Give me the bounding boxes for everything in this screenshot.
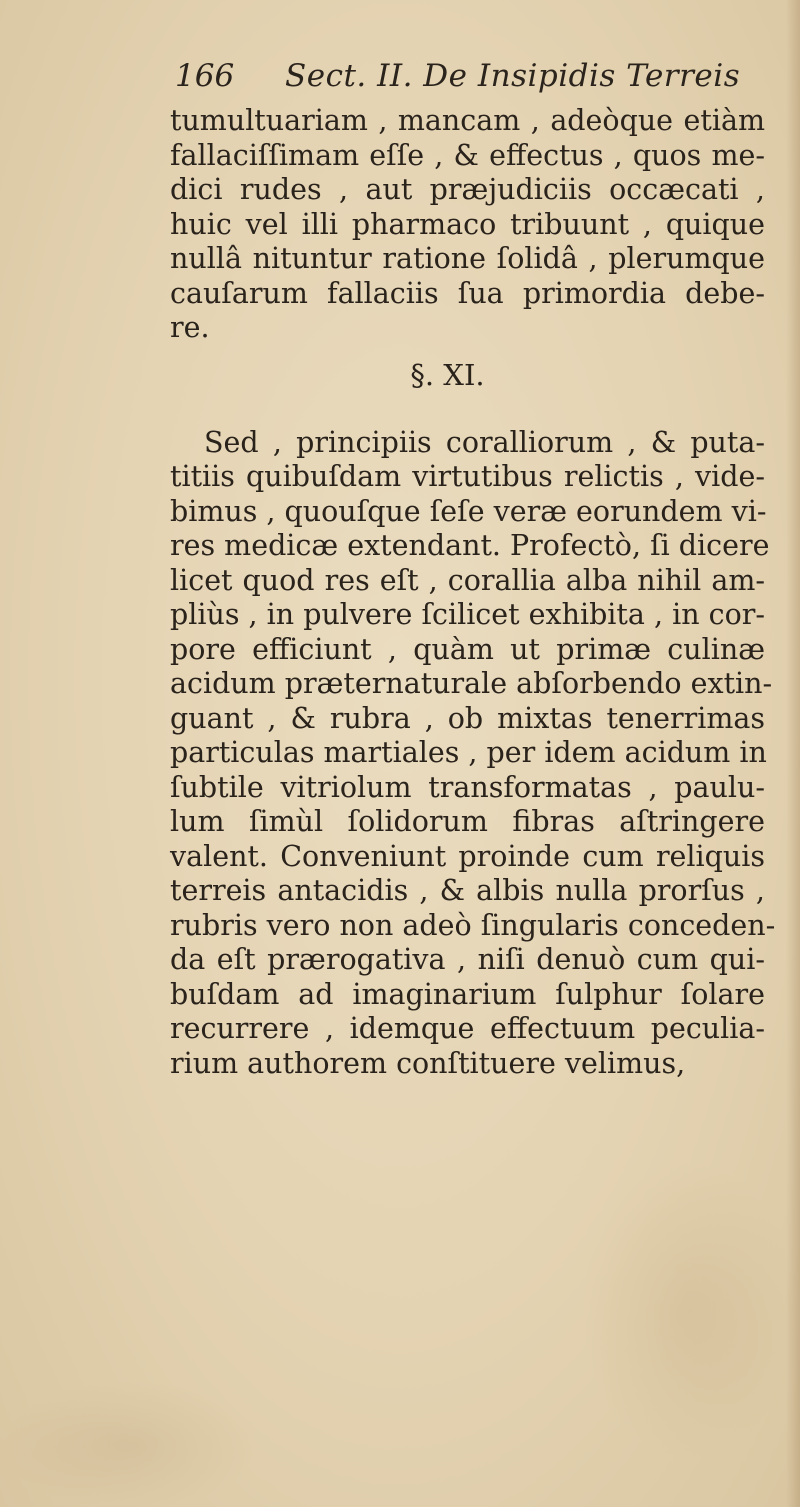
- text-line: titiis quibuſdam virtutibus relictis , vide-: [170, 460, 765, 493]
- text-line: cauſarum fallaciis ſua primordia debe-: [170, 276, 765, 310]
- text-line: particulas martiales , per idem acidum in: [170, 736, 767, 769]
- text-line: rium authorem conſtituere velimus,: [170, 1046, 686, 1080]
- page-header: [175, 58, 741, 98]
- text-line: terreis antacidis , & albis nulla prorſus ,: [170, 874, 765, 907]
- text-line: dici rudes , aut præjudiciis occæcati ,: [170, 173, 765, 206]
- text-line: licet quod res eſt , corallia alba nihil am-: [170, 563, 765, 597]
- text-line: rubris vero non adeò ſingularis conceden-: [170, 908, 776, 942]
- text-line: nullâ nituntur ratione ſolidâ , plerumque: [170, 242, 765, 275]
- text-line: recurrere , idemque effectuum peculia-: [170, 1012, 765, 1045]
- paper-stain: [580, 1160, 800, 1460]
- text-line: fallaciſſimam eſſe , & effectus , quos me-: [170, 138, 765, 172]
- text-line: acidum præternaturale abſorbendo extin-: [170, 667, 773, 700]
- text-line: lum ſimùl ſolidorum fibras aſtringere: [170, 805, 765, 838]
- spacer: [170, 404, 765, 426]
- text-line: Sed , principiis coralliorum , & puta-: [204, 425, 765, 459]
- page-number: 166: [175, 58, 235, 94]
- text-line: buſdam ad imaginarium ſulphur ſolare: [170, 977, 765, 1011]
- text-line: huic vel illi pharmaco tribuunt , quique: [170, 207, 765, 241]
- text-line: tumultuariam , mancam , adeòque etiàm: [170, 104, 765, 137]
- text-line: ſubtile vitriolum transformatas , paulu-: [170, 770, 765, 804]
- paragraph-2: [170, 425, 776, 1082]
- text-line: pore efficiunt , quàm ut primæ culinæ: [170, 632, 765, 666]
- paper-stain: [0, 1380, 260, 1507]
- section-heading: §. XI.: [410, 357, 485, 392]
- text-line: res medicæ extendant. Profectò, ſi dicere: [170, 529, 770, 562]
- paragraph-1: [170, 104, 765, 346]
- text-line: re.: [170, 311, 210, 344]
- text-line: valent. Conveniunt proinde cum reliquis: [170, 839, 765, 873]
- text-block: [170, 104, 776, 1081]
- text-line: pliùs , in pulvere ſcilicet exhibita , in cor-: [170, 598, 765, 631]
- page-edge-shadow: [786, 0, 800, 1507]
- text-line: da eſt prærogativa , niſi denuò cum qui-: [170, 943, 765, 976]
- text-line: guant , & rubra , ob mixtas tenerrimas: [170, 701, 765, 735]
- text-line: bimus , quouſque ſeſe veræ eorundem vi-: [170, 494, 767, 528]
- running-head: Sect. II. De Insipidis Terreis: [285, 58, 741, 94]
